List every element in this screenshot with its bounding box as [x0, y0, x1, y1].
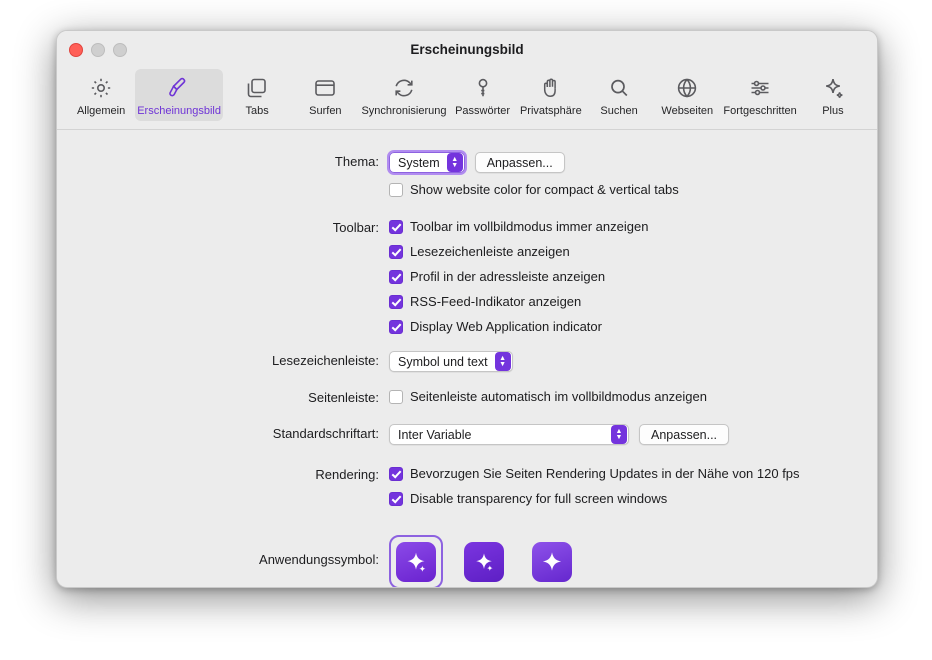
- theme-label: Thema:: [334, 154, 379, 169]
- preferences-content: [57, 130, 877, 585]
- gear-icon: [69, 74, 133, 102]
- sidebar-autoshow-label: Seitenleiste automatisch im vollbildmodus anzeigen: [410, 389, 707, 404]
- window-title: Erscheinungsbild: [410, 42, 524, 57]
- checkbox-box[interactable]: [389, 467, 403, 481]
- toolbar-tab-suchen[interactable]: [585, 69, 653, 121]
- rendering-label: Rendering:: [315, 467, 379, 482]
- theme-row: [57, 152, 877, 173]
- toolbar-option-bookmarksbar[interactable]: [389, 243, 877, 260]
- toolbar-tab-erscheinungsbild[interactable]: [135, 69, 223, 121]
- tabs-icon: [225, 74, 289, 102]
- default-font-label: Standardschriftart:: [272, 426, 379, 441]
- chevron-updown-icon: ▲ ▼: [447, 153, 463, 172]
- toolbar-tab-label: Tabs: [245, 105, 269, 117]
- rendering-row: [57, 465, 877, 515]
- toolbar-tab-label: Allgemein: [76, 105, 126, 117]
- toolbar-tab-label: Privatsphäre: [519, 105, 582, 117]
- toolbar-tab-label: Erscheinungsbild: [137, 105, 221, 117]
- checkbox-box[interactable]: [389, 220, 403, 234]
- hand-raised-icon: [519, 74, 583, 102]
- window-titlebar: [57, 31, 877, 67]
- toolbar-tab-surfen[interactable]: [291, 69, 359, 121]
- app-icon-option-2[interactable]: [457, 535, 511, 588]
- toolbar-tab-label: Suchen: [600, 105, 638, 117]
- checkbox-box[interactable]: [389, 245, 403, 259]
- toolbar-option-label: Display Web Application indicator: [410, 319, 602, 334]
- toolbar-option-fullscreen[interactable]: [389, 218, 877, 235]
- browser-window-icon: [293, 74, 357, 102]
- toolbar-option-rss[interactable]: [389, 293, 877, 310]
- app-icon-chooser[interactable]: [389, 535, 579, 588]
- toolbar-settings-row: [57, 218, 877, 343]
- default-font-row: [57, 424, 877, 445]
- default-font-customize-button[interactable]: Anpassen...: [639, 424, 729, 445]
- chevron-updown-icon: ▲ ▼: [611, 425, 627, 444]
- toolbar-tab-label: Passwörter: [455, 105, 511, 117]
- toolbar-settings-label: Toolbar:: [332, 220, 379, 235]
- globe-icon: [655, 74, 719, 102]
- paintbrush-icon: [137, 74, 221, 102]
- rendering-option-transparency[interactable]: [389, 490, 877, 507]
- checkbox-box[interactable]: [389, 320, 403, 334]
- toolbar-tab-tabs[interactable]: [223, 69, 291, 121]
- theme-customize-button[interactable]: Anpassen...: [475, 152, 565, 173]
- sparkle-icon: [801, 74, 865, 102]
- theme-select-value: System: [398, 155, 440, 170]
- sparkle-icon-variant-1: [396, 542, 436, 582]
- rendering-option-label: Bevorzugen Sie Seiten Rendering Updates in der Nähe von 120 fps: [410, 466, 800, 481]
- bookmarks-bar-row: [57, 351, 877, 372]
- rendering-option-120fps[interactable]: [389, 465, 877, 482]
- toolbar-tab-label: Plus: [822, 105, 844, 117]
- toolbar-option-label: Lesezeichenleiste anzeigen: [410, 244, 570, 259]
- app-icon-option-3[interactable]: [525, 535, 579, 588]
- sliders-icon: [723, 74, 796, 102]
- bookmarks-bar-select-value: Symbol und text: [398, 354, 488, 369]
- checkbox-box[interactable]: [389, 492, 403, 506]
- toolbar-option-profile[interactable]: [389, 268, 877, 285]
- toolbar-tab-plus[interactable]: [799, 69, 867, 121]
- sidebar-label: Seitenleiste:: [308, 390, 379, 405]
- app-icon-row: [57, 535, 877, 588]
- checkbox-box[interactable]: [389, 295, 403, 309]
- toolbar-option-label: Toolbar im vollbildmodus immer anzeigen: [410, 219, 649, 234]
- toolbar-option-label: Profil in der adressleiste anzeigen: [410, 269, 606, 284]
- toolbar-tab-label: Webseiten: [661, 105, 714, 117]
- theme-select[interactable]: [389, 152, 465, 173]
- preferences-toolbar[interactable]: [57, 67, 877, 130]
- toolbar-option-label: RSS-Feed-Indikator anzeigen: [410, 294, 582, 309]
- app-icon-label: Anwendungssymbol:: [259, 552, 379, 567]
- checkbox-box[interactable]: [389, 270, 403, 284]
- toolbar-tab-label: Synchronisierung: [361, 105, 447, 117]
- preferences-window: [56, 30, 878, 588]
- checkbox-box[interactable]: [389, 183, 403, 197]
- toolbar-tab-fortgeschritten[interactable]: [721, 69, 798, 121]
- website-color-checkbox[interactable]: [389, 181, 679, 198]
- sync-arrows-icon: [361, 74, 446, 102]
- default-font-select-value: Inter Variable: [398, 427, 472, 442]
- rendering-option-label: Disable transparency for full screen windows: [410, 491, 668, 506]
- sidebar-row: [57, 388, 877, 408]
- checkbox-box[interactable]: [389, 390, 403, 404]
- toolbar-tab-synchronisierung[interactable]: [359, 69, 448, 121]
- app-icon-option-1[interactable]: [389, 535, 443, 588]
- toolbar-tab-allgemein[interactable]: [67, 69, 135, 121]
- bookmarks-bar-select[interactable]: [389, 351, 513, 372]
- sidebar-autoshow-checkbox[interactable]: [389, 388, 707, 405]
- toolbar-tab-passworter[interactable]: [448, 69, 516, 121]
- toolbar-tab-label: Surfen: [309, 105, 342, 117]
- sparkle-icon-variant-2: [464, 542, 504, 582]
- toolbar-tab-webseiten[interactable]: [653, 69, 721, 121]
- bookmarks-bar-label: Lesezeichenleiste:: [272, 353, 379, 368]
- toolbar-option-webapp[interactable]: [389, 318, 877, 335]
- chevron-updown-icon: ▲ ▼: [495, 352, 511, 371]
- default-font-select[interactable]: [389, 424, 629, 445]
- sparkle-icon-variant-3: [532, 542, 572, 582]
- toolbar-tab-label: Fortgeschritten: [723, 105, 797, 117]
- website-color-checkbox-label: Show website color for compact & vertical tabs: [410, 182, 679, 197]
- magnifier-icon: [587, 74, 651, 102]
- website-color-row: [57, 181, 877, 206]
- key-icon: [450, 74, 514, 102]
- toolbar-tab-privatsphare[interactable]: [517, 69, 585, 121]
